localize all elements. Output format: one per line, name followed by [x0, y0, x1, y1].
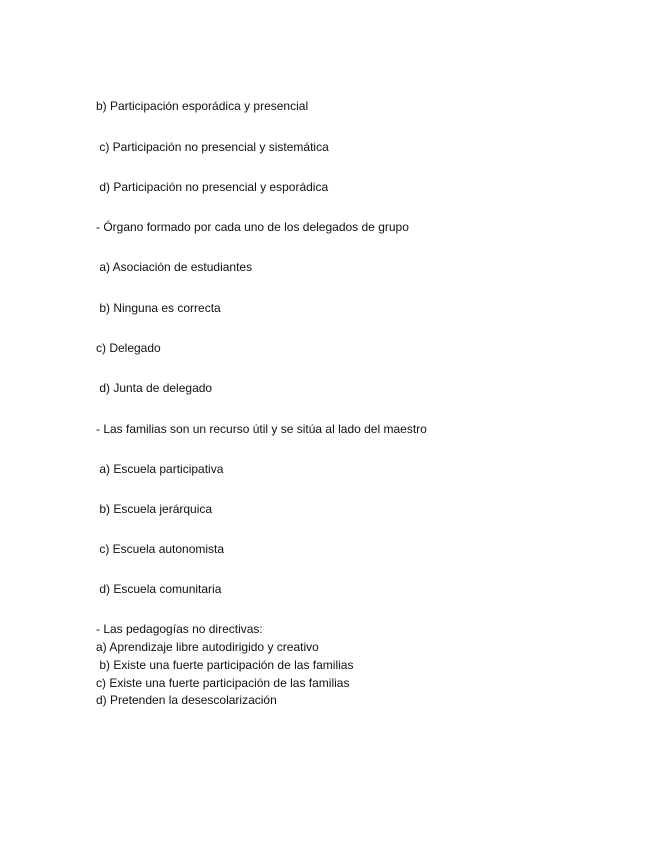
answer-option-b-line: b) Existe una fuerte participación de las familias — [96, 658, 354, 672]
answer-option-c-line: c) Escuela autonomista — [96, 542, 225, 556]
answer-option-c-line: c) Delegado — [96, 341, 161, 355]
answer-option-a-line: a) Asociación de estudiantes — [96, 260, 253, 274]
question-line: - Órgano formado por cada uno de los delegados de grupo — [96, 220, 409, 234]
answer-option-c-line: c) Existe una fuerte participación de las familias — [96, 676, 350, 690]
answer-option-c-line: c) Participación no presencial y sistemática — [96, 140, 329, 154]
question-line: - Las pedagogías no directivas: — [96, 622, 263, 636]
answer-option-b-line: b) Ninguna es correcta — [96, 301, 221, 315]
answer-option-a-line: a) Escuela participativa — [96, 462, 224, 476]
answer-option-b-line: b) Participación esporádica y presencial — [96, 99, 309, 113]
answer-option-d-line: d) Junta de delegado — [96, 381, 213, 395]
answer-option-d-line: d) Pretenden la desescolarización — [96, 693, 277, 707]
answer-option-d-line: d) Participación no presencial y esporádica — [96, 180, 329, 194]
answer-option-b-line: b) Escuela jerárquica — [96, 502, 213, 516]
question-line: - Las familias son un recurso útil y se sitúa al lado del maestro — [96, 422, 427, 436]
answer-option-d-line: d) Escuela comunitaria — [96, 582, 222, 596]
answer-option-a-line: a) Aprendizaje libre autodirigido y creativo — [96, 640, 319, 654]
